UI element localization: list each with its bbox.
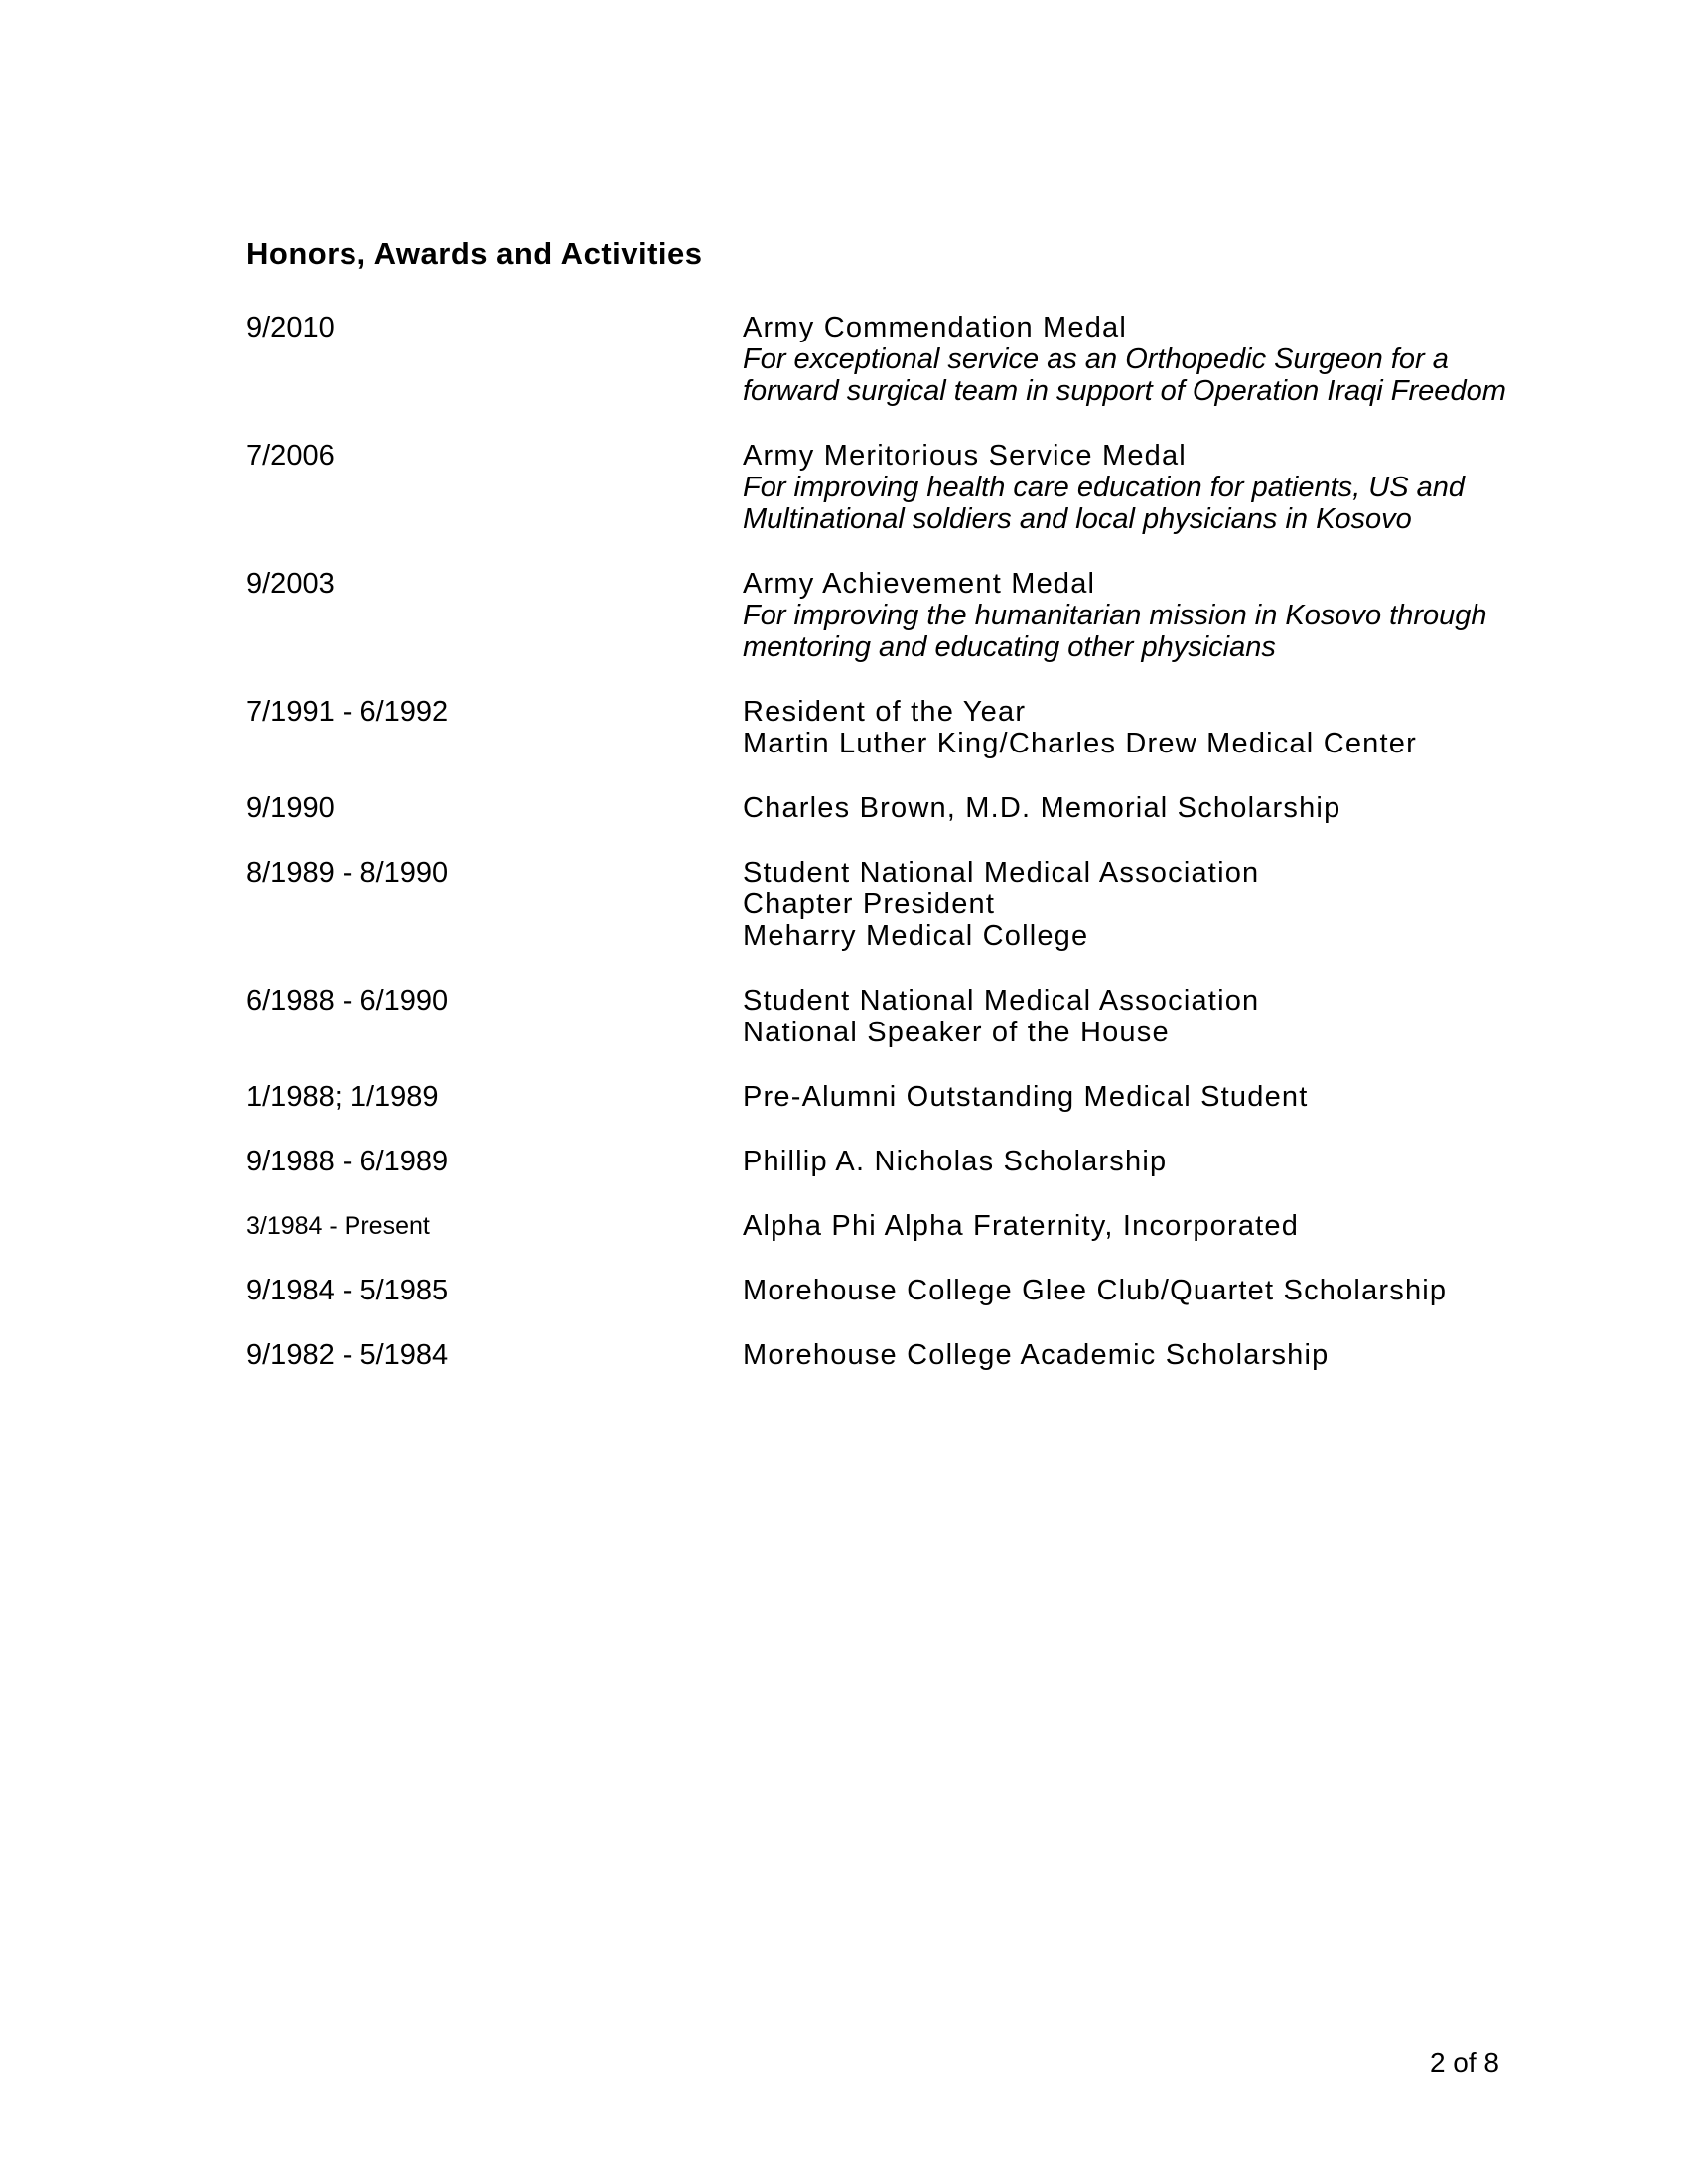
award-text-line: Army Achievement Medal — [743, 568, 1096, 600]
award-date: 8/1989 - 8/1990 — [246, 857, 449, 888]
award-entry — [246, 985, 1499, 1048]
award-date: 6/1988 - 6/1990 — [246, 985, 449, 1017]
award-date: 1/1988; 1/1989 — [246, 1081, 439, 1113]
award-description — [743, 568, 1499, 663]
award-text-line: For improving the humanitarian mission in Kosovo through — [743, 600, 1487, 631]
award-entry — [246, 1339, 1499, 1371]
award-date: 9/1988 - 6/1989 — [246, 1146, 449, 1177]
award-text-line: Pre-Alumni Outstanding Medical Student — [743, 1081, 1309, 1113]
award-description — [743, 792, 1499, 824]
page-number: 2 of 8 — [1429, 2047, 1499, 2078]
award-entry — [246, 312, 1506, 407]
award-description — [743, 1275, 1499, 1306]
awards-list — [246, 312, 1506, 1371]
award-text-line: Morehouse College Academic Scholarship — [743, 1339, 1330, 1371]
award-date: 9/2003 — [246, 568, 335, 600]
award-text-line: Chapter President — [743, 888, 996, 920]
award-entry — [246, 568, 1499, 663]
award-date: 9/1982 - 5/1984 — [246, 1339, 449, 1371]
award-text-line: Phillip A. Nicholas Scholarship — [743, 1146, 1168, 1177]
award-text-line: Student National Medical Association — [743, 985, 1260, 1017]
honors-section — [246, 234, 1506, 1404]
award-entry — [246, 792, 1499, 824]
award-text-line: Student National Medical Association — [743, 857, 1260, 888]
award-text-line: Army Meritorious Service Medal — [743, 440, 1187, 472]
award-description — [743, 440, 1499, 535]
award-entry — [246, 1210, 1499, 1242]
award-text-line: For improving health care education for patients, US and — [743, 472, 1466, 503]
award-description — [743, 857, 1499, 952]
award-text-line: For exceptional service as an Orthopedic Surgeon for a — [743, 343, 1449, 375]
award-description — [743, 312, 1506, 407]
award-text-line: Martin Luther King/Charles Drew Medical Center — [743, 728, 1417, 759]
award-text-line: Resident of the Year — [743, 696, 1027, 728]
award-text-line: Alpha Phi Alpha Fraternity, Incorporated — [743, 1210, 1300, 1242]
award-description — [743, 985, 1499, 1048]
award-date: 9/1984 - 5/1985 — [246, 1275, 449, 1306]
award-entry — [246, 1146, 1499, 1177]
award-description — [743, 1081, 1499, 1113]
award-text-line: National Speaker of the House — [743, 1017, 1170, 1048]
award-description — [743, 1339, 1499, 1371]
award-date: 7/1991 - 6/1992 — [246, 696, 449, 728]
award-text-line: Meharry Medical College — [743, 920, 1089, 952]
award-text-line: Multinational soldiers and local physicians in Kosovo — [743, 503, 1412, 535]
award-date: 3/1984 - Present — [246, 1212, 430, 1240]
award-text-line: Army Commendation Medal — [743, 312, 1128, 343]
award-date: 7/2006 — [246, 440, 335, 472]
award-text-line: mentoring and educating other physicians — [743, 631, 1276, 663]
award-entry — [246, 1081, 1499, 1113]
award-text-line: Charles Brown, M.D. Memorial Scholarship — [743, 792, 1341, 824]
award-description — [743, 1146, 1499, 1177]
award-text-line: forward surgical team in support of Operation Iraqi Freedom — [743, 375, 1506, 407]
award-description — [743, 1210, 1499, 1242]
award-text-line: Morehouse College Glee Club/Quartet Scholarship — [743, 1275, 1448, 1306]
award-date: 9/1990 — [246, 792, 335, 824]
section-heading: Honors, Awards and Activities — [246, 236, 703, 271]
award-date: 9/2010 — [246, 312, 335, 343]
award-entry — [246, 857, 1499, 952]
award-description — [743, 696, 1499, 759]
award-entry — [246, 1275, 1499, 1306]
award-entry — [246, 440, 1499, 535]
award-entry — [246, 696, 1499, 759]
